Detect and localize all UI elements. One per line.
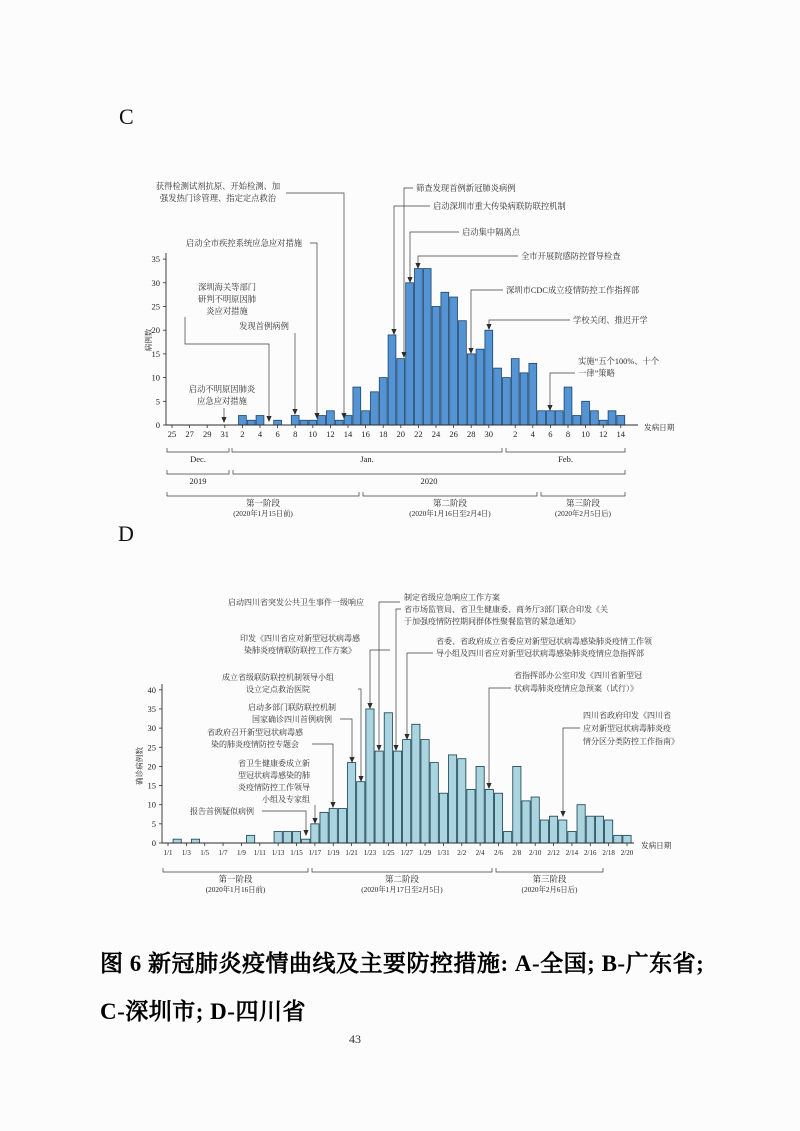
- bar-1/13: [335, 420, 343, 425]
- svg-text:1/13: 1/13: [271, 849, 285, 857]
- bar-1/27: [459, 321, 467, 425]
- bar-2/16: [586, 816, 594, 843]
- bar-1/31: [494, 368, 502, 425]
- annotation-1/19: 启动深圳市重大传染病联防联控机制: [433, 202, 566, 211]
- bar-1/28: [412, 724, 420, 843]
- svg-text:2/14: 2/14: [565, 849, 579, 857]
- svg-text:26: 26: [449, 429, 458, 439]
- bar-2/5: [538, 411, 546, 425]
- bar-2/14: [617, 416, 625, 425]
- bar-1/4: [191, 839, 199, 843]
- bar-1/28: [467, 354, 475, 425]
- svg-text:30: 30: [484, 429, 494, 439]
- annotation-1/30: 学校关闭、推迟开学: [573, 316, 648, 325]
- bar-2/18: [605, 820, 613, 843]
- svg-text:Dec.: Dec.: [190, 454, 206, 464]
- bar-1/18: [320, 812, 328, 843]
- bar-1/26: [393, 751, 401, 843]
- annotation-2/5: 省指挥部办公室印发《四川省新型冠状病毒肺炎疫情应急预案（试行）》: [514, 671, 642, 693]
- bar-2/8: [513, 766, 521, 843]
- bar-1/2: [173, 839, 181, 843]
- svg-text:4: 4: [530, 429, 535, 439]
- bar-2/11: [591, 411, 599, 425]
- svg-text:(2020年1月17日至2月5日): (2020年1月17日至2月5日): [361, 885, 443, 894]
- bar-1/13: [274, 832, 282, 843]
- bar-1/10: [247, 835, 255, 843]
- bar-2/1: [503, 378, 511, 425]
- svg-text:1/15: 1/15: [290, 849, 303, 857]
- svg-text:2/8: 2/8: [512, 849, 522, 857]
- bar-1/10: [309, 420, 317, 425]
- bar-1/12: [327, 411, 335, 425]
- svg-text:8: 8: [565, 429, 571, 439]
- bar-1/27: [403, 740, 411, 843]
- svg-text:2/18: 2/18: [602, 849, 615, 857]
- svg-text:27: 27: [185, 429, 194, 439]
- bar-2/15: [577, 805, 585, 843]
- bar-1/30: [485, 330, 493, 425]
- bar-1/22: [357, 782, 365, 843]
- bar-2/6: [547, 411, 555, 425]
- svg-text:5: 5: [155, 396, 160, 407]
- svg-text:2/6: 2/6: [494, 849, 503, 857]
- bar-2/17: [595, 816, 603, 843]
- bar-1/3: [247, 420, 255, 425]
- svg-text:第二阶段: 第二阶段: [384, 874, 420, 884]
- bar-2/11: [540, 820, 548, 843]
- svg-text:2: 2: [240, 429, 245, 439]
- annotation-1/24: 启动四川省突发公共卫生事件一级响应: [228, 598, 364, 607]
- bar-1/23: [366, 709, 374, 843]
- svg-text:(2020年2月6日后): (2020年2月6日后): [521, 885, 578, 894]
- svg-text:20: 20: [151, 325, 160, 336]
- annotation-1/19: 省政府召开新型冠状病毒感染的肺炎疫情防控专题会: [207, 728, 303, 749]
- bar-1/25: [384, 713, 392, 843]
- bar-1/16: [362, 411, 370, 425]
- bar-1/14: [283, 832, 291, 843]
- svg-text:1/7: 1/7: [218, 849, 228, 857]
- bar-1/29: [476, 349, 484, 425]
- bar-2/4: [529, 363, 537, 425]
- epi-chart-shenzhen: [143, 181, 675, 518]
- bar-1/2: [239, 416, 247, 425]
- panel-label-c: C: [119, 104, 134, 129]
- bar-2/3: [467, 789, 475, 843]
- svg-text:20: 20: [396, 429, 406, 439]
- annotation-1/22: 全市开展院感防控督导检查: [521, 252, 621, 261]
- bar-1/21: [348, 763, 356, 843]
- bar-2/20: [623, 835, 631, 843]
- bar-1/26: [450, 297, 458, 425]
- bar-1/4: [256, 416, 264, 425]
- bar-1/11: [318, 416, 326, 425]
- x-axis-title: 发病日期: [644, 423, 675, 432]
- svg-text:10: 10: [581, 429, 590, 439]
- bar-2/19: [614, 835, 622, 843]
- svg-text:40: 40: [147, 684, 156, 695]
- bar-1/16: [302, 839, 310, 843]
- svg-text:1/31: 1/31: [437, 849, 450, 857]
- annotation-2/6: 实施“五个100%、十个一律”策略: [578, 357, 660, 378]
- bar-1/6: [274, 420, 282, 425]
- svg-text:5: 5: [151, 818, 156, 829]
- y-axis-title: 确诊病例数: [135, 747, 144, 785]
- svg-text:6: 6: [548, 429, 553, 439]
- svg-text:第一阶段: 第一阶段: [218, 874, 253, 884]
- bar-2/1: [448, 755, 456, 843]
- svg-text:2/20: 2/20: [620, 849, 634, 857]
- svg-text:2/2: 2/2: [457, 849, 467, 857]
- svg-text:2019: 2019: [189, 476, 207, 486]
- svg-text:30: 30: [147, 723, 156, 734]
- x-axis-title: 发病日期: [641, 841, 672, 850]
- svg-text:1/11: 1/11: [253, 849, 266, 857]
- annotation-1/8: 发现首例病例: [239, 322, 289, 331]
- bar-2/13: [608, 411, 616, 425]
- bar-1/24: [432, 307, 440, 426]
- svg-text:0: 0: [155, 420, 160, 430]
- annotation-1/21: 启动多部门联防联控机制国家确诊四川首例病例: [248, 703, 336, 724]
- svg-text:第三阶段: 第三阶段: [532, 874, 567, 884]
- bar-1/25: [441, 292, 449, 425]
- bar-1/19: [388, 335, 396, 425]
- bar-2/8: [564, 387, 572, 425]
- svg-text:Jan.: Jan.: [360, 454, 374, 464]
- page-number: 43: [349, 1032, 361, 1046]
- svg-text:2/10: 2/10: [528, 849, 542, 857]
- svg-text:1/1: 1/1: [163, 849, 173, 857]
- bar-2/12: [549, 816, 557, 843]
- svg-text:15: 15: [147, 780, 156, 791]
- svg-text:2/16: 2/16: [584, 849, 597, 857]
- svg-text:29: 29: [202, 429, 212, 439]
- bar-1/20: [338, 809, 346, 843]
- svg-text:第三阶段: 第三阶段: [565, 498, 601, 508]
- annotation-12/31: 启动不明原因肺炎应急应对措施: [188, 385, 256, 406]
- svg-text:Feb.: Feb.: [558, 454, 573, 464]
- bar-2/7: [555, 411, 563, 425]
- figure-caption-line1: 图 6 新冠肺炎疫情曲线及主要防控措施: A-全国; B-广东省;: [100, 951, 705, 976]
- panel-label-d: D: [118, 521, 134, 546]
- annotation-1/13: 获得检测试剂抗原、开始检测、加强发热门诊管理、指定定点救治: [155, 182, 281, 203]
- annotation-1/5: 深圳海关等部门研判不明原因肺炎应对措施: [197, 283, 257, 316]
- svg-text:8: 8: [293, 429, 298, 439]
- svg-text:2/4: 2/4: [475, 849, 485, 857]
- svg-text:(2020年1月15日前): (2020年1月15日前): [233, 509, 293, 518]
- bar-2/4: [476, 766, 484, 843]
- svg-text:22: 22: [414, 429, 423, 439]
- svg-text:1/19: 1/19: [327, 849, 340, 857]
- bar-1/17: [311, 824, 319, 843]
- bar-1/19: [329, 809, 337, 843]
- svg-text:1/25: 1/25: [382, 849, 395, 857]
- svg-text:(2020年2月5日后): (2020年2月5日后): [555, 509, 611, 518]
- svg-text:16: 16: [361, 429, 370, 439]
- svg-text:15: 15: [151, 348, 160, 359]
- svg-text:(2020年1月16日至2月4日): (2020年1月16日至2月4日): [409, 509, 491, 518]
- svg-text:1/5: 1/5: [200, 849, 210, 857]
- svg-text:31: 31: [220, 429, 230, 439]
- y-axis-title: 病例数: [144, 328, 153, 352]
- svg-text:25: 25: [147, 742, 156, 753]
- annotation-1/20: 筛查发现首例新冠肺炎病例: [416, 184, 516, 193]
- annotation-1/26: 制定省级应急响应工作方案省市场监管局、省卫生健康委、商务厅3部门联合印发《关于加强疫情防控期间群体性聚餐监管的紧急通知》: [404, 593, 608, 626]
- annotation-1/21: 启动集中隔离点: [462, 228, 521, 237]
- figure-caption-line2: C-深圳市; D-四川省: [100, 999, 306, 1024]
- svg-text:1/23: 1/23: [363, 849, 377, 857]
- svg-text:2/12: 2/12: [547, 849, 560, 857]
- svg-text:25: 25: [151, 301, 160, 312]
- bar-2/10: [531, 797, 539, 843]
- svg-text:(2020年1月16日前): (2020年1月16日前): [205, 885, 266, 894]
- bar-2/6: [494, 793, 502, 843]
- svg-text:12: 12: [326, 429, 335, 439]
- bar-1/15: [292, 832, 300, 843]
- bar-1/21: [406, 283, 414, 425]
- annotation-1/28: 深圳市CDC成立疫情防控工作指挥部: [506, 286, 640, 295]
- bar-2/13: [559, 820, 567, 843]
- svg-text:24: 24: [431, 429, 441, 439]
- svg-text:0: 0: [151, 838, 156, 848]
- annotation-2/13: 四川省政府印发《四川省应对新型冠状病毒肺炎疫情分区分类防控工作指南》: [583, 711, 679, 746]
- bar-1/9: [300, 420, 308, 425]
- bar-2/14: [568, 832, 576, 843]
- svg-text:1/17: 1/17: [308, 849, 322, 857]
- svg-text:4: 4: [257, 429, 263, 439]
- bar-1/29: [421, 740, 429, 843]
- bar-1/17: [371, 392, 379, 425]
- svg-text:14: 14: [343, 429, 353, 439]
- svg-text:第二阶段: 第二阶段: [432, 498, 468, 508]
- svg-text:35: 35: [147, 703, 156, 714]
- bar-2/5: [485, 789, 493, 843]
- svg-text:35: 35: [151, 254, 160, 265]
- bar-2/2: [458, 759, 466, 843]
- annotation-1/16: 报告首例疑似病例: [190, 807, 254, 816]
- annotation-1/17: 省卫生健康委成立新型冠状病毒感染的肺炎疫情防控工作领导小组及专家组: [238, 759, 310, 804]
- bar-2/3: [520, 373, 528, 425]
- svg-text:12: 12: [598, 429, 608, 439]
- svg-text:10: 10: [151, 372, 160, 383]
- annotation-1/23: 印发《四川省应对新型冠状病毒感染肺炎疫情联防联控工作方案》: [240, 634, 360, 655]
- bar-2/2: [511, 359, 519, 425]
- bar-2/10: [582, 401, 590, 425]
- svg-text:10: 10: [308, 429, 318, 439]
- svg-text:14: 14: [616, 429, 626, 439]
- annotation-1/10: 启动全市疾控系统应急应对措施: [185, 239, 303, 248]
- annotation-1/22: 成立省级联防联控机制领导小组设立定点救治医院: [222, 673, 334, 694]
- bar-1/15: [353, 387, 361, 425]
- bar-1/22: [415, 269, 423, 425]
- bar-1/24: [375, 751, 383, 843]
- bar-2/9: [522, 801, 530, 843]
- svg-text:10: 10: [147, 799, 156, 810]
- svg-text:1/21: 1/21: [345, 849, 358, 857]
- svg-text:20: 20: [147, 761, 156, 772]
- svg-text:2: 2: [513, 429, 518, 439]
- svg-text:1/29: 1/29: [418, 849, 432, 857]
- bar-1/30: [430, 763, 438, 843]
- annotation-1/27: 省委、省政府成立省委应对新型冠状病毒感染肺炎疫情工作领导小组及四川省应对新型冠状病毒感染肺炎疫情应急指挥部: [436, 637, 652, 658]
- bar-2/7: [504, 832, 512, 843]
- bar-2/9: [573, 416, 581, 425]
- svg-text:25: 25: [167, 429, 177, 439]
- svg-text:1/3: 1/3: [181, 849, 191, 857]
- svg-text:第一阶段: 第一阶段: [245, 498, 281, 508]
- bar-1/31: [439, 793, 447, 843]
- svg-text:1/27: 1/27: [400, 849, 413, 857]
- svg-text:30: 30: [151, 277, 160, 288]
- bar-1/18: [379, 378, 387, 425]
- svg-text:18: 18: [378, 429, 388, 439]
- bar-1/20: [397, 359, 405, 425]
- bar-1/14: [344, 416, 352, 425]
- svg-text:28: 28: [466, 429, 476, 439]
- bar-1/8: [291, 416, 299, 425]
- svg-text:2020: 2020: [420, 476, 438, 486]
- svg-text:6: 6: [275, 429, 280, 439]
- bar-2/12: [599, 420, 607, 425]
- svg-text:1/9: 1/9: [236, 849, 246, 857]
- bar-1/23: [423, 269, 431, 425]
- epi-chart-sichuan: [134, 592, 679, 894]
